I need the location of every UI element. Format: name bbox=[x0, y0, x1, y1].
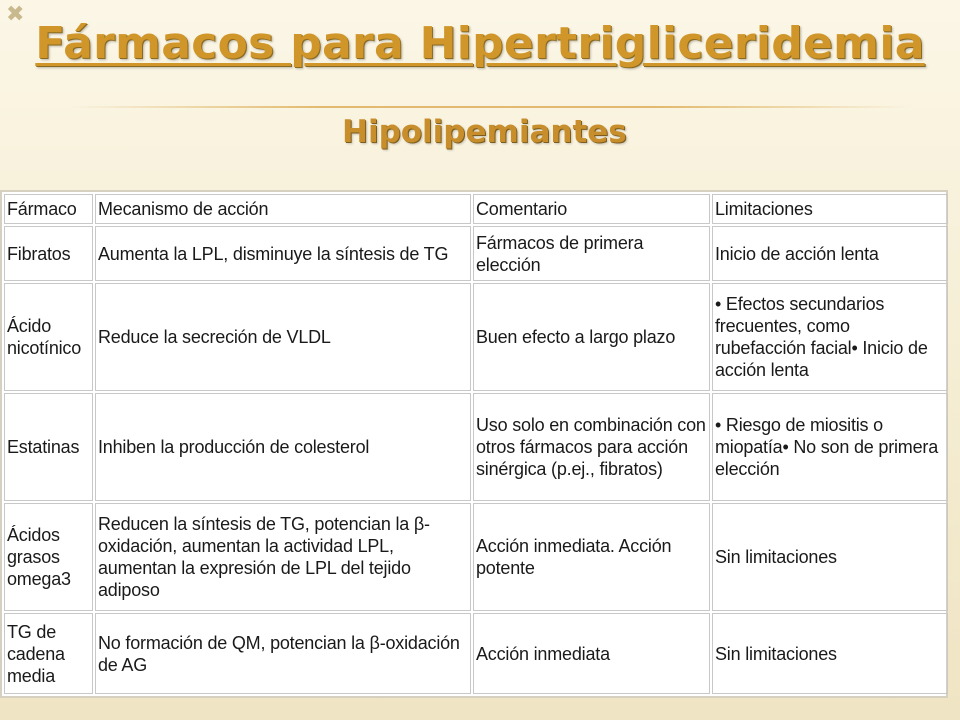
table-row bbox=[4, 226, 948, 281]
cell-mecanismo: Inhiben la producción de colesterol bbox=[95, 393, 471, 501]
cell-comentario: Uso solo en combinación con otros fármacos para acción sinérgica (p.ej., fibratos) bbox=[473, 393, 710, 501]
cell-farmaco: Estatinas bbox=[4, 393, 93, 501]
header-cell-mecanismo: Mecanismo de acción bbox=[95, 194, 471, 224]
table-row bbox=[4, 613, 948, 694]
cell-mecanismo: Reducen la síntesis de TG, potencian la β-oxidación, aumentan la actividad LPL, aumentan la expresión de LPL del tejido adiposo bbox=[95, 503, 471, 611]
header-cell-farmaco: Fármaco bbox=[4, 194, 93, 224]
slide-title: Fármacos para Hipertrigliceridemia bbox=[35, 18, 925, 69]
cell-limitaciones: • Efectos secundarios frecuentes, como rubefacción facial• Inicio de acción lenta bbox=[712, 283, 948, 391]
cell-farmaco: TG de cadena media bbox=[4, 613, 93, 694]
cell-farmaco: Ácidos grasos omega3 bbox=[4, 503, 93, 611]
cell-mecanismo: Reduce la secreción de VLDL bbox=[95, 283, 471, 391]
cell-limitaciones: Sin limitaciones bbox=[712, 503, 948, 611]
cell-limitaciones: • Riesgo de miositis o miopatía• No son de primera elección bbox=[712, 393, 948, 501]
table-row bbox=[4, 393, 948, 501]
cell-comentario: Fármacos de primera elección bbox=[473, 226, 710, 281]
header-cell-comentario: Comentario bbox=[473, 194, 710, 224]
title-divider bbox=[70, 106, 910, 108]
drug-table bbox=[2, 192, 950, 696]
cell-comentario: Buen efecto a largo plazo bbox=[473, 283, 710, 391]
slide-subtitle: Hipolipemiantes bbox=[342, 114, 627, 150]
cell-farmaco: Fibratos bbox=[4, 226, 93, 281]
cell-comentario: Acción inmediata bbox=[473, 613, 710, 694]
cell-mecanismo: No formación de QM, potencian la β-oxidación de AG bbox=[95, 613, 471, 694]
drug-table-container bbox=[0, 190, 948, 698]
cell-limitaciones: Sin limitaciones bbox=[712, 613, 948, 694]
table-row bbox=[4, 283, 948, 391]
cell-mecanismo: Aumenta la LPL, disminuye la síntesis de TG bbox=[95, 226, 471, 281]
cell-limitaciones: Inicio de acción lenta bbox=[712, 226, 948, 281]
table-header-row bbox=[4, 194, 948, 224]
cell-farmaco: Ácido nicotínico bbox=[4, 283, 93, 391]
corner-x-icon: ✖ bbox=[6, 2, 25, 27]
cell-comentario: Acción inmediata. Acción potente bbox=[473, 503, 710, 611]
header-cell-limitaciones: Limitaciones bbox=[712, 194, 948, 224]
table-row bbox=[4, 503, 948, 611]
